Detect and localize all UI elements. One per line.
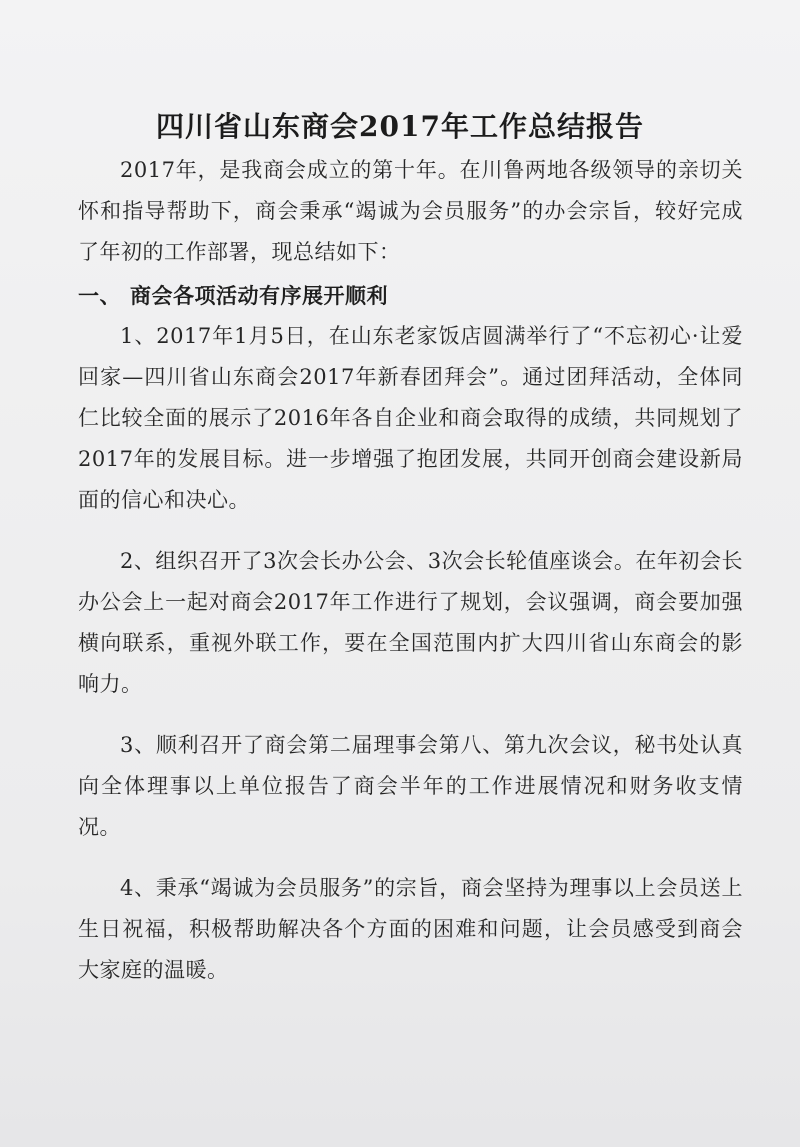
list-item: 1、2017年1月5日，在山东老家饭店圆满举行了“不忘初心·让爱回家—四川省山东商会2017年新春团拜会”。通过团拜活动，全体同仁比较全面的展示了2016年各自企业和商会取得的成绩，共同规划了2017年的发展目标。进一步增强了抱团发展，共同开创商会建设新局面的信心和决心。	[78, 324, 743, 512]
intro-paragraph: 2017年，是我商会成立的第十年。在川鲁两地各级领导的亲切关怀和指导帮助下，商会秉承“竭诚为会员服务”的办会宗旨，较好完成了年初的工作部署，现总结如下：	[78, 158, 743, 264]
list-item: 2、组织召开了3次会长办公会、3次会长轮值座谈会。在年初会长办公会上一起对商会2017年工作进行了规划，会议强调，商会要加强横向联系，重视外联工作，要在全国范围内扩大四川省山东商会的影响力。	[78, 549, 743, 696]
list-item: 3、顺利召开了商会第二届理事会第八、第九次会议，秘书处认真向全体理事以上单位报告了商会半年的工作进展情况和财务收支情况。	[78, 733, 743, 839]
document-title: 四川省山东商会2017年工作总结报告	[156, 110, 644, 143]
list-item: 4、秉承“竭诚为会员服务”的宗旨，商会坚持为理事以上会员送上生日祝福，积极帮助解决各个方面的困难和问题，让会员感受到商会大家庭的温暖。	[78, 876, 743, 982]
section-number: 一、	[78, 283, 121, 308]
document-body	[78, 150, 743, 991]
section-heading	[78, 275, 743, 316]
section-title: 商会各项活动有序展开顺利	[130, 283, 388, 308]
